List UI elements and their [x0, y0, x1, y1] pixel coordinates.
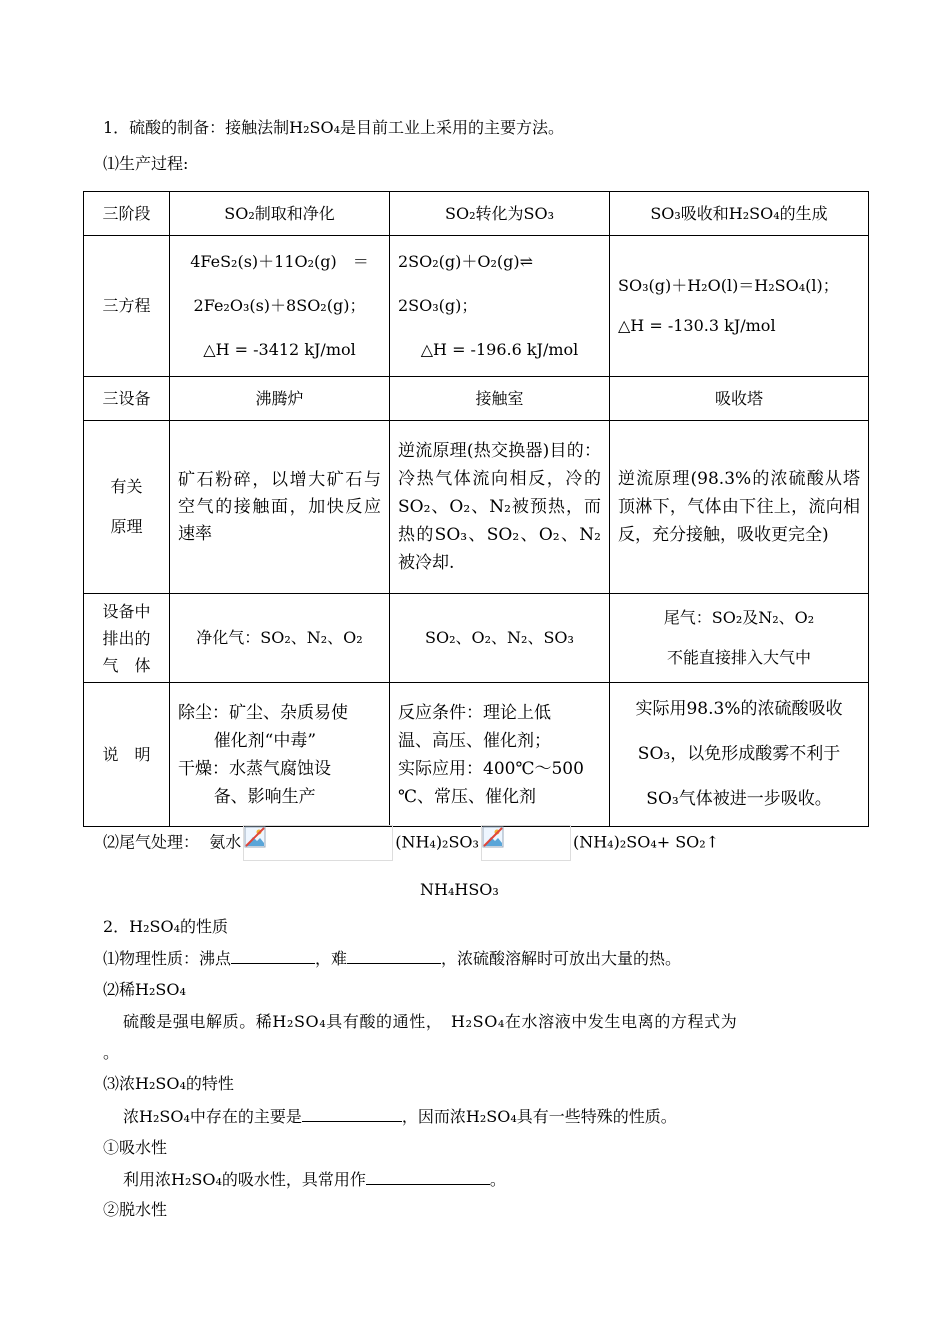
row-label: 说 明 — [84, 683, 170, 827]
row-label: 三方程 — [84, 236, 170, 377]
blank-main-species[interactable] — [302, 1105, 402, 1122]
table-row-header — [84, 192, 869, 236]
note-cell: 实际用98.3%的浓硫酸吸收 SO₃，以免形成酸雾不利于 SO₃气体被进一步吸收。 — [610, 683, 869, 827]
equipment-cell: 沸腾炉 — [170, 377, 390, 421]
table-row-equipment — [84, 377, 869, 421]
principle-cell: 逆流原理(98.3%的浓硫酸从塔顶淋下，气体由下往上，流向相反，充分接触，吸收更完全) — [610, 421, 869, 594]
production-table — [83, 191, 869, 827]
tail-gas-label: ⑵尾气处理： — [103, 832, 200, 852]
tail-gas-reagent: 氨水 — [209, 832, 242, 852]
equation-cell: 2SO₂(g)＋O₂(g)⇌ 2SO₃(g)； △H = -196.6 kJ/mol — [390, 236, 610, 377]
table-row-note — [84, 683, 869, 827]
tail-gas-intermediate: (NH₄)₂SO₃ — [395, 832, 479, 852]
equation-cell: 4FeS₂(s)＋11O₂(g) ＝ 2Fe₂O₃(s)＋8SO₂(g)； △H = -3412 kJ/mol — [170, 236, 390, 377]
header-cell: SO₃吸收和H₂SO₄的生成 — [610, 192, 869, 236]
blank-boiling-point[interactable] — [231, 947, 315, 964]
table-row-equation — [84, 236, 869, 377]
gas-cell: SO₂、O₂、N₂、SO₃ — [390, 594, 610, 683]
row-label: 有关 原理 — [84, 421, 170, 594]
row-label: 三设备 — [84, 377, 170, 421]
gas-cell: 净化气：SO₂、N₂、O₂ — [170, 594, 390, 683]
broken-image-icon — [481, 825, 571, 861]
concentrated-acid-heading: ⑶浓H₂SO₄的特性 — [103, 1074, 234, 1093]
concentrated-acid-body: 浓H₂SO₄中存在的主要是 ，因而浓H₂SO₄具有一些特殊的性质。 — [123, 1107, 677, 1126]
dilute-acid-heading: ⑵稀H₂SO₄ — [103, 980, 186, 999]
absorbency-heading: ①吸水性 — [103, 1138, 168, 1157]
section2-title: 2．H₂SO₄的性质 — [103, 917, 229, 936]
dilute-acid-body: 硫酸是强电解质。稀H₂SO₄具有酸的通性， H₂SO₄在水溶液中发生电离的方程式为 — [123, 1012, 738, 1031]
header-cell: SO₂制取和净化 — [170, 192, 390, 236]
dehydration-heading: ②脱水性 — [103, 1200, 168, 1219]
dilute-acid-end: 。 — [103, 1043, 120, 1062]
physical-properties: ⑴物理性质：沸点 ，难 ，浓硫酸溶解时可放出大量的热。 — [103, 949, 682, 968]
header-cell: 三阶段 — [84, 192, 170, 236]
tail-gas-line — [103, 825, 719, 861]
equipment-cell: 接触室 — [390, 377, 610, 421]
section1-sub1: ⑴生产过程: — [103, 154, 189, 173]
tail-gas-below: NH₄HSO₃ — [420, 880, 499, 899]
table-row-principle — [84, 421, 869, 594]
blank-drying-agent[interactable] — [366, 1168, 490, 1185]
principle-cell: 矿石粉碎，以增大矿石与空气的接触面，加快反应速率 — [170, 421, 390, 594]
equation-cell: SO₃(g)＋H₂O(l)＝H₂SO₄(l)； △H = -130.3 kJ/mol — [610, 236, 869, 377]
note-cell: 反应条件：理论上低 温、高压、催化剂； 实际应用：400℃～500 ℃、常压、催化剂 — [390, 683, 610, 827]
row-label: 设备中 排出的 气 体 — [84, 594, 170, 683]
principle-cell: 逆流原理(热交换器)目的：冷热气体流向相反，冷的SO₂、O₂、N₂被预热，而热的SO₃、SO₂、O₂、N₂被冷却. — [390, 421, 610, 594]
broken-image-icon — [243, 825, 393, 861]
blank-volatility[interactable] — [347, 947, 441, 964]
note-cell: 除尘：矿尘、杂质易使 催化剂“中毒” 干燥：水蒸气腐蚀设 备、影响生产 — [170, 683, 390, 827]
section1-title: 1．硫酸的制备：接触法制H₂SO₄是目前工业上采用的主要方法。 — [103, 118, 565, 137]
header-cell: SO₂转化为SO₃ — [390, 192, 610, 236]
tail-gas-product: (NH₄)₂SO₄+ SO₂↑ — [572, 832, 720, 852]
absorbency-body: 利用浓H₂SO₄的吸水性，具常用作 。 — [123, 1170, 506, 1189]
equipment-cell: 吸收塔 — [610, 377, 869, 421]
table-row-gas — [84, 594, 869, 683]
gas-cell: 尾气：SO₂及N₂、O₂ 不能直接排入大气中 — [610, 594, 869, 683]
